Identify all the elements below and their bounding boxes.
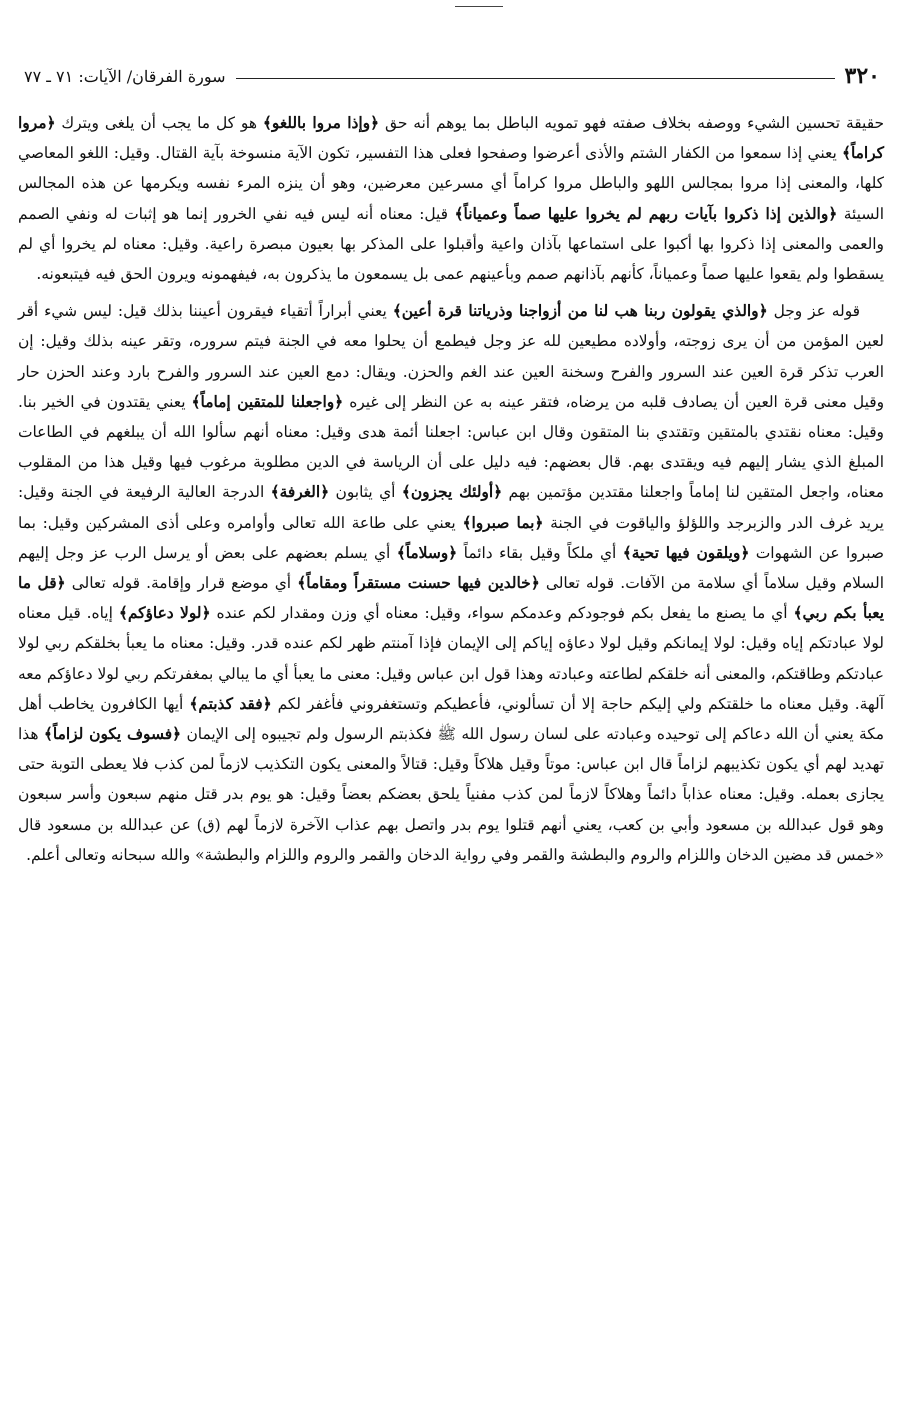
text-run: يعني يقتدون في الخير بنا. وقيل: معناه نقتدي بالمتقين وتقتدي بنا المتقون وقال ابن عباس: اجعلنا أئمة هدى وقيل: معناه أنهم سألوا الله أن يبلغهم في الطاعات المبلغ الذي يشار إليهم فيه ويقتدى بهم. قال بعضهم: فيه دليل على أن الرياسة في الدين مطلوبة مرغوب فيها وقيل هذا من المقلوب معناه، واجعل المتقين لنا إماماً واجعلنا مقتدين مؤتمين بهم <box>18 392 884 502</box>
running-title: سورة الفرقان/ الآيات: ٧١ ـ ٧٧ <box>24 66 226 86</box>
text-run: إياه. قيل معناه لولا عبادتكم إياه وقيل: لولا إيمانكم وقيل لولا دعاؤه إياكم إلى الإيمان فإذا آمنتم ظهر لكم عنده قدر. وقيل: معناه ما يعبأ بخلقكم ربي لولا عبادتكم وطاقتكم، والمعنى أنه خلقكم لطاعته وعبادته وهذا قول ابن عباس وقيل: معنى ما يعبأ أي ما يبالي بمغفرتكم ربي لولا دعاؤكم معه آلهة. وقيل معناه ما خلقتكم ولي إليكم حاجة إلا أن تسألوني، فأعطيكم وتستغفروني فأغفر لكم <box>18 604 884 713</box>
text-run: أي ملكاً وقيل بقاء دائماً <box>457 543 617 562</box>
quran-quote: ﴿بما صبروا﴾ <box>462 513 544 532</box>
text-run: هذا تهديد لهم أي يكون تكذيبهم لزاماً قال ابن عباس: موتاً وقيل هلاكاً وقيل: قتالاً والمعنى يكون التكذيب لازماً لمن كذب فلا يعطى التوبة حتى يجازى بعمله. وقيل: معناه عذاباً دائماً وهلاكاً لازماً لمن كذب مفنياً يلحق بعضكم بعضاً وقيل: هو يوم بدر قتل منهم سبعون وأسر سبعون وهو قول عبدالله بن مسعود وأبي بن كعب، يعني أنهم قتلوا يوم بدر واتصل بهم عذاب الآخرة لازماً لهم (ق) عن عبدالله بن مسعود قال «خمس قد مضين الدخان واللزام والروم والبطشة والقمر وفي رواية الدخان والقمر والروم واللزام والبطشة» والله سبحانه وتعالى أعلم. <box>18 725 884 864</box>
header-rule <box>236 78 835 79</box>
text-run: قوله عز وجل <box>767 302 861 321</box>
quran-quote: ﴿فسوف يكون لزاماً﴾ <box>43 725 182 744</box>
text-run: الدرجة العالية الرفيعة في الجنة وقيل: يريد غرف الدر والزبرجد واللؤلؤ والياقوت في الجنة <box>18 483 884 532</box>
text-run: حقيقة تحسين الشيء ووصفه بخلاف صفته فهو تمويه الباطل بما يوهم أنه حق <box>379 114 884 132</box>
quran-quote: ﴿واجعلنا للمتقين إماماً﴾ <box>191 392 344 411</box>
text-run: يعني إذا سمعوا من الكفار الشتم والأذى أعرضوا وصفحوا فعلى هذا التفسير، تكون الآية منسوخة بآية القتال. وقيل: اللغو المعاصي كلها، والمعنى إذا مروا بمجالس اللهو والباطل مروا كراماً أي مسرعين معرضين، وهو أن ينزه المرء نفسه ويكرمها عن هذه المجالس السيئة <box>18 144 884 223</box>
quran-quote: ﴿خالدين فيها حسنت مستقراً ومقاماً﴾ <box>297 574 540 593</box>
text-run: أي موضع قرار وإقامة. قوله تعالى <box>65 574 292 593</box>
page-header <box>24 60 880 92</box>
quran-quote: ﴿أولئك يجزون﴾ <box>401 483 503 502</box>
text-run: قيل: معناه أنه ليس فيه نفي الخرور إنما هو إثبات له ونفي الصمم والعمى والمعنى إذا ذكروا بها أكبوا على استماعها بآذان واعية وأقبلوا على المذكر بها بعيون مبصرة راعية. وقيل: معناه لم يخروا أي لم يسقطوا ولم يقعوا عليها صماً وعمياناً، كأنهم بآذانهم صمم وبأعينهم عمى بل يسمعون ما يذكرون به، فيفهمونه ويرون الحق فيه فيتبعونه. <box>18 204 884 284</box>
paragraph <box>18 296 884 870</box>
quran-quote: ﴿وإذا مروا باللغو﴾ <box>262 114 380 132</box>
text-run: أي يسلم بعضهم على بعض أو يرسل الرب عز وجل إليهم السلام وقيل سلاماً أي سلامة من الآفات. قوله تعالى <box>18 543 885 593</box>
quran-quote: ﴿قل ما يعبأ بكم ربي﴾ <box>18 574 884 623</box>
text-run: أي يثابون <box>329 483 396 502</box>
quran-quote: ﴿وسلاماً﴾ <box>396 543 458 562</box>
text-run: أي ما يصنع ما يفعل بكم فوجودكم وعدمكم سواء، وقيل: معناه أي وزن ومقدار لكم عنده <box>210 604 788 623</box>
quran-quote: ﴿والذين إذا ذكروا بآيات ربهم لم يخروا عليها صماً وعمياناً﴾ <box>454 204 838 223</box>
text-run: يعني على طاعة الله تعالى وأوامره وعلى أذى المشركين وقيل: بما صبروا عن الشهوات <box>18 513 884 562</box>
page-number: ٣٢٠ <box>844 63 880 89</box>
quran-quote: ﴿فقد كذبتم﴾ <box>189 694 272 713</box>
quran-quote: ﴿والذي يقولون ربنا هب لنا من أزواجنا وذرياتنا قرة أعين﴾ <box>392 302 768 321</box>
main-text <box>18 108 884 870</box>
text-run: أيها الكافرون يخاطب أهل مكة يعني أن الله دعاكم إلى توحيده وعبادته على لسان رسول الله ﷺ فكذبتم الرسول ولم تجيبوه إلى الإيمان <box>18 694 884 744</box>
scan-mark <box>455 6 503 7</box>
text-run: هو كل ما يجب أن يلغى ويترك <box>55 114 257 132</box>
quran-quote: ﴿الغرفة﴾ <box>270 483 330 502</box>
quran-quote: ﴿لولا دعاؤكم﴾ <box>118 604 211 623</box>
paragraph <box>18 108 884 289</box>
quran-quote: ﴿مروا كراماً﴾ <box>18 114 884 163</box>
quran-quote: ﴿ويلقون فيها تحية﴾ <box>622 543 750 562</box>
text-run: يعني أبراراً أتقياء فيقرون أعيننا بذلك قيل: ليس شيء أقر لعين المؤمن من أن يرى زوجته، وأولاده مطيعين لله عز وجل فيطمع أن يحلوا معه في الجنة فيتم سروره، وتقر عينه بذلك وقيل: إن العرب تذكر قرة العين عند السرور والفرح وسخنة العين عند الغم والحزن. ويقال: دمع العين عند السرور والفرح بارد وعند الحزن حار وقيل معنى قرة العين أن يصادف قلبه من يرضاه، فتقر عينه به عن النظر إلى غيره <box>18 302 885 411</box>
